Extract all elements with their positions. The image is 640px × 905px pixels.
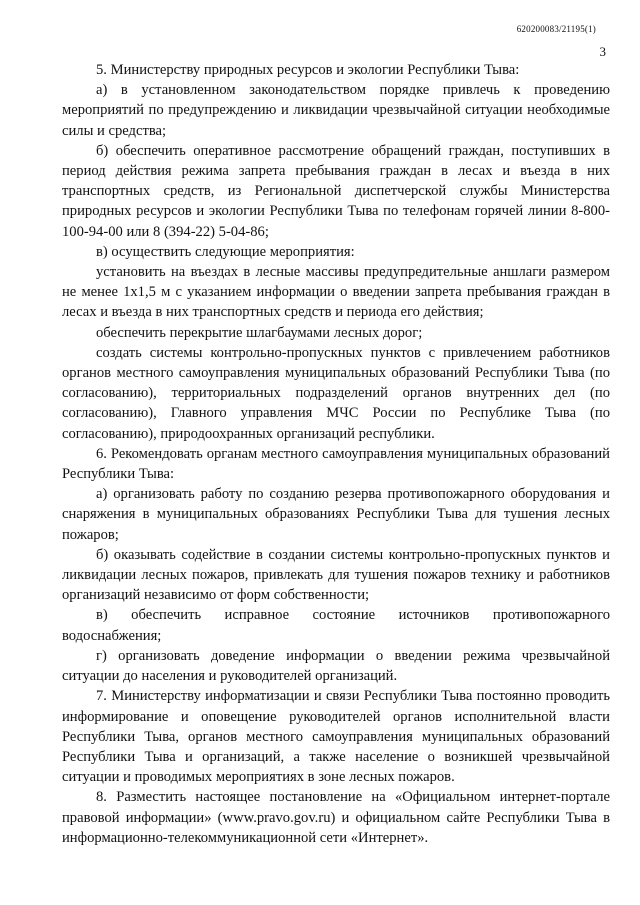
paragraph-5v-checkpoints: создать системы контрольно-пропускных пунктов с привлечением работников органов местного самоуправления муниципальных образований Республики Тыва (по согласованию), территориальных подразделений органов внутренних дел (по согласованию), Главного управления МЧС России по Республике Тыва (по согласованию), природоохранных организаций республики. [62,344,610,442]
paragraph-5b: б) обеспечить оперативное рассмотрение обращений граждан, поступивших в период действия режима запрета пребывания граждан в лесах и въезда в них транспортных средств, из Региональной диспетчерской службы Министерства природных ресурсов и экологии Республики Тыва по телефонам горячей линии 8-800-100-94-00 или 8 (394-22) 5-04-86; [62,142,610,240]
paragraph-6g: г) организовать доведение информации о введении режима чрезвычайной ситуации до населения и руководителей организаций. [62,647,610,685]
paragraph-6b: б) оказывать содействие в создании системы контрольно-пропускных пунктов и ликвидации лесных пожаров, привлекать для тушения пожаров технику и работников организаций независимо от форм собственности; [62,546,610,604]
paragraph-5v-signs: установить на въездах в лесные массивы предупредительные аншлаги размером не менее 1х1,5 м с указанием информации о введении запрета пребывания граждан в лесах и въезда в них транспортных средств и периода его действия; [62,264,610,321]
paragraph-8: 8. Разместить настоящее постановление на «Официальном интернет-портале правовой информации» (www.pravo.gov.ru) и официальном сайте Республики Тыва в информационно-телекоммуникационной сети «Интернет». [62,789,610,846]
paragraph-5v: в) осуществить следующие мероприятия: [96,243,355,260]
paragraph-5: 5. Министерству природных ресурсов и экологии Республики Тыва: [96,62,520,78]
paragraph-6: 6. Рекомендовать органам местного самоуправления муниципальных образований Республики Тыва: [62,445,610,483]
paragraph-6a: а) организовать работу по созданию резерва противопожарного оборудования и снаряжения в муниципальных образованиях Республики Тыва для тушения лесных пожаров; [62,486,610,543]
document-body [62,60,610,848]
paragraph-5a: а) в установленном законодательством порядке привлечь к проведению мероприятий по предупреждению и ликвидации чрезвычайной ситуации необходимые силы и средства; [62,82,610,139]
paragraph-7: 7. Министерству информатизации и связи Республики Тыва постоянно проводить информирование и оповещение руководителей органов исполнительной власти Республики Тыва, органов местного самоуправления муниципальных образований Республики Тыва и организаций, а также население о возникшей чрезвычайной ситуации и проводимых мероприятиях в зоне лесных пожаров. [62,688,610,786]
document-code: 620200083/21195(1) [516,24,596,34]
page-number: 3 [599,44,606,59]
paragraph-6v: в) обеспечить исправное состояние источников противопожарного водоснабжения; [62,607,610,644]
paragraph-5v-barriers: обеспечить перекрытие шлагбаумами лесных дорог; [96,324,423,341]
